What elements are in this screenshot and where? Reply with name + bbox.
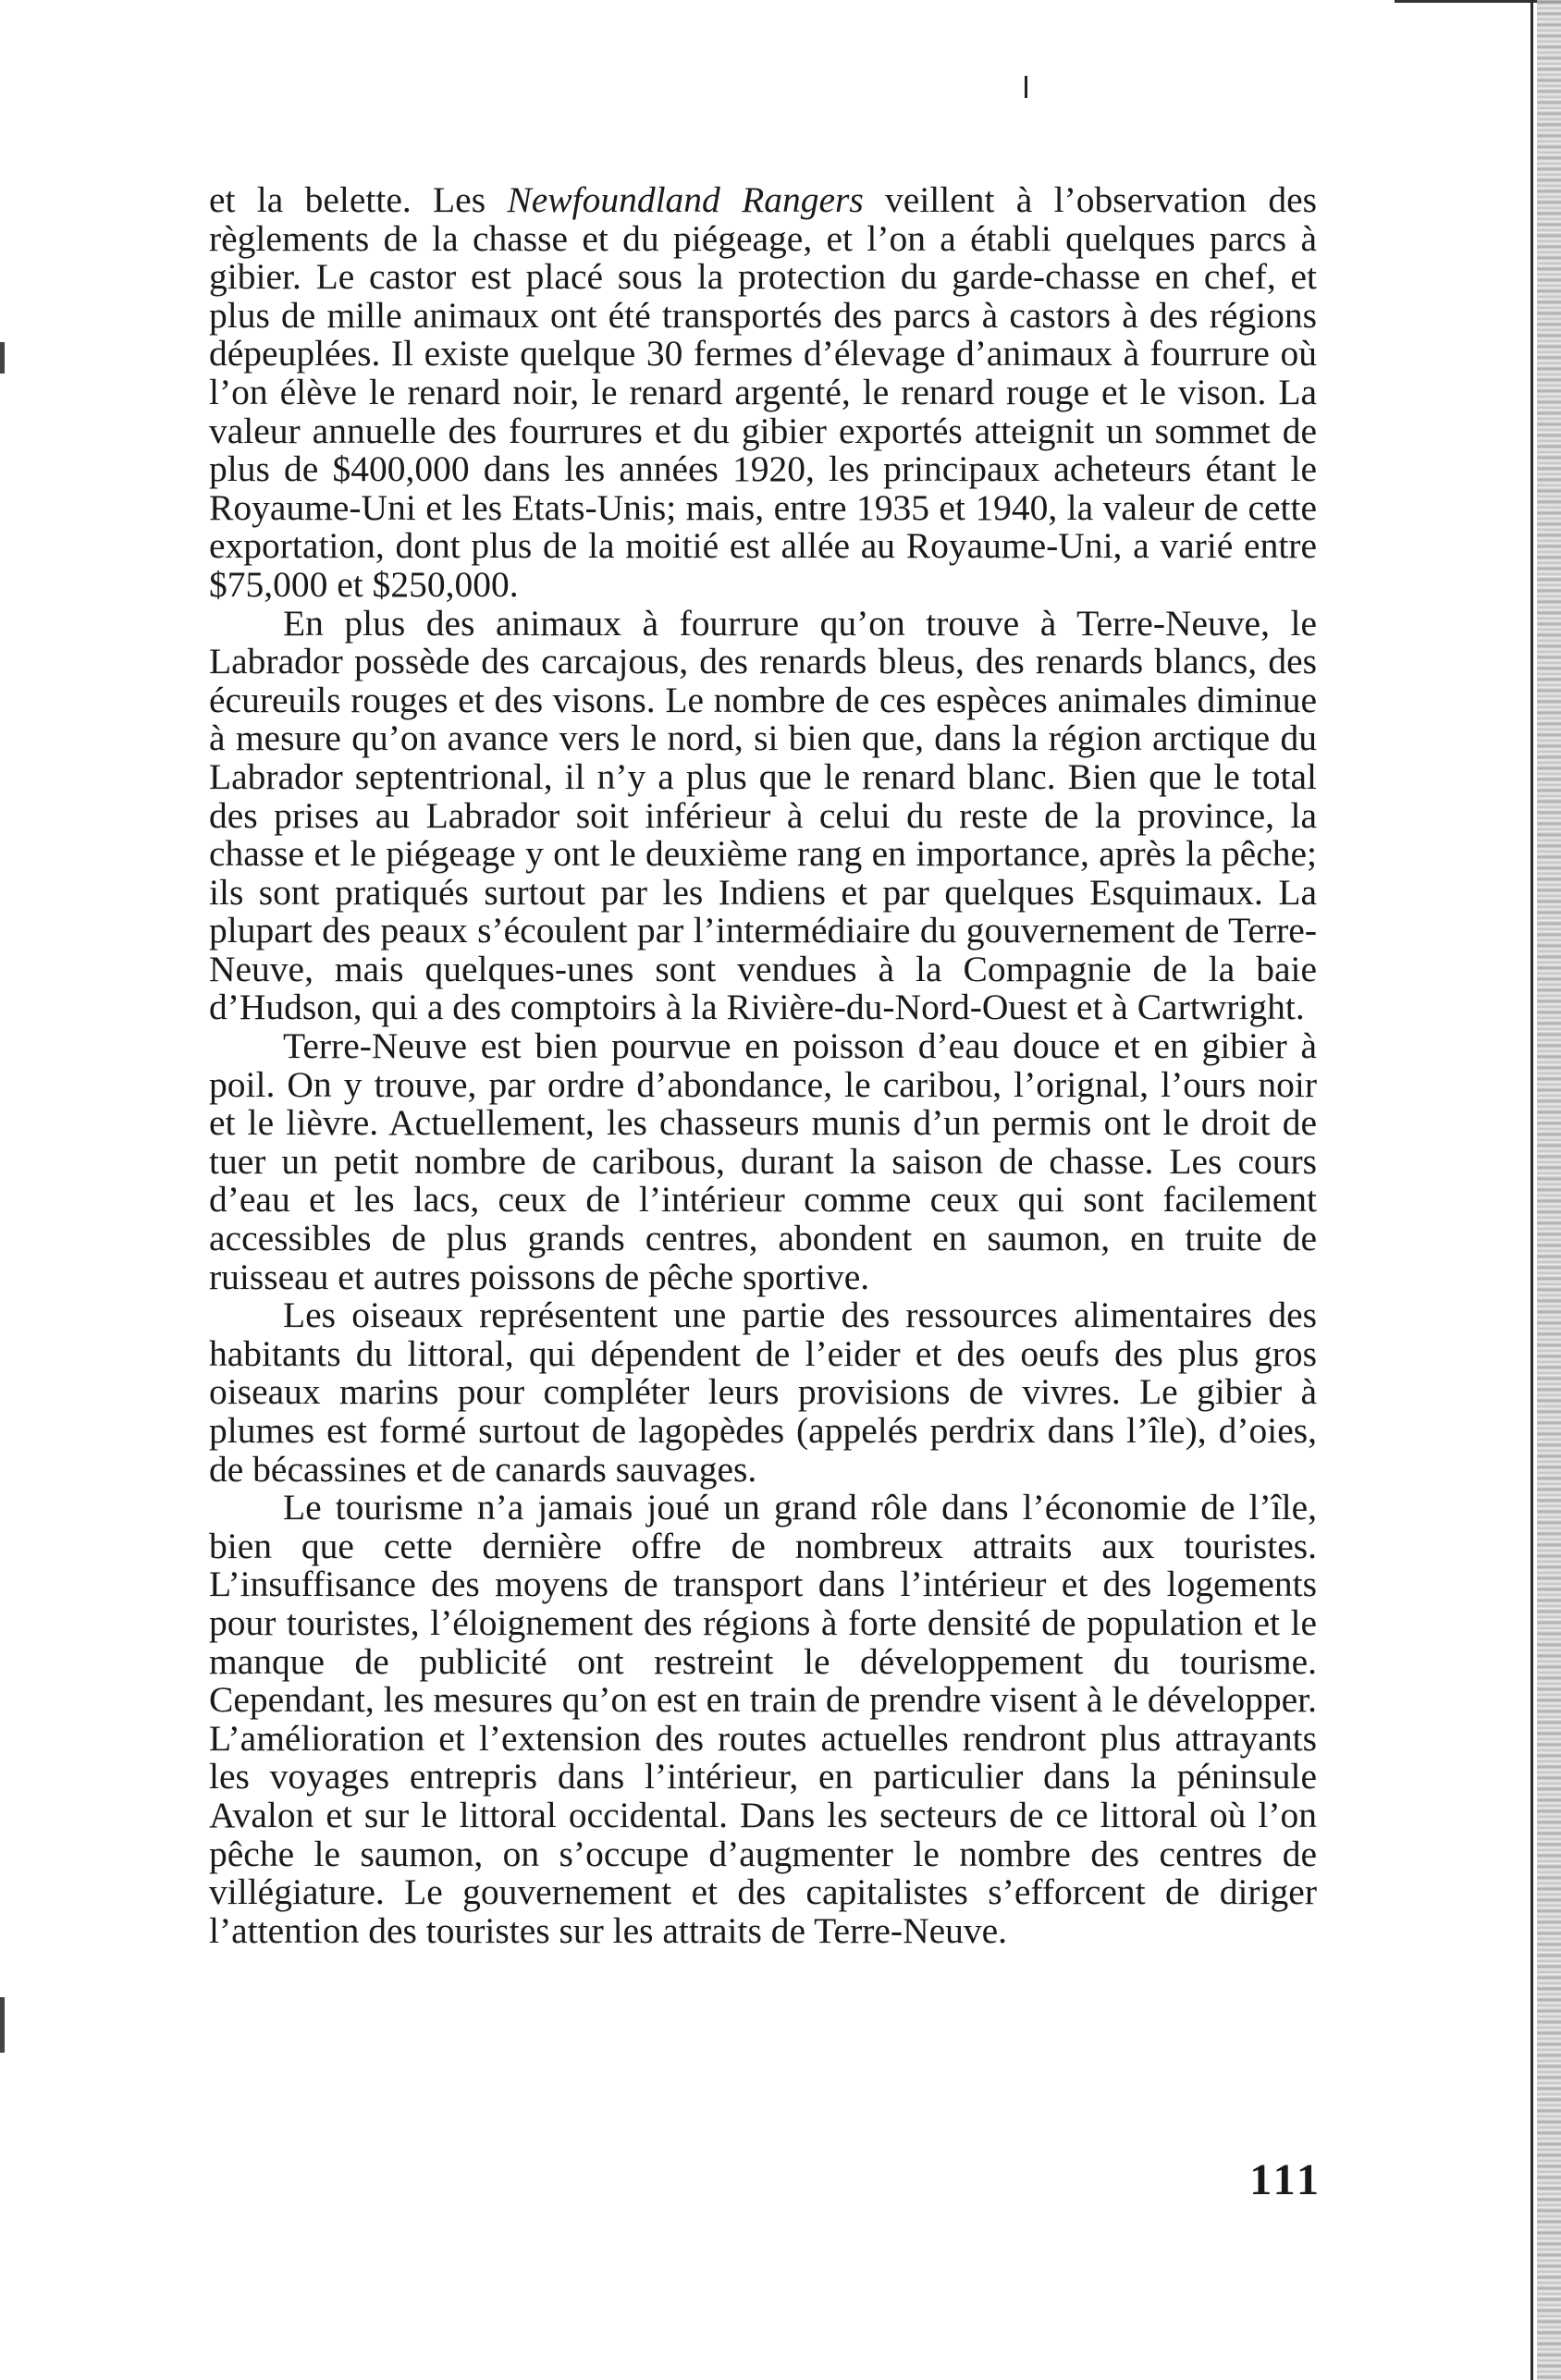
- page-number: 111: [1249, 2155, 1322, 2204]
- page-body: [209, 181, 1317, 1950]
- scan-edge-texture: [1537, 0, 1561, 2380]
- scan-mark-left: [0, 1997, 5, 2053]
- paragraph-3: Terre-Neuve est bien pourvue en poisson d’eau douce et en gibier à poil. On y trouve, par ordre d’abondance, le caribou, l’orignal, l’ours noir et le lièvre. Actuellement, les chasseurs munis d’un permis ont le droit de tuer un petit nombre de caribous, durant la saison de chasse. Les cours d’eau et les lacs, ceux de l’intérieur comme ceux qui sont facilement accessibles de plus grands centres, abondent en saumon, en truite de ruisseau et autres poissons de pêche sportive.: [209, 1025, 1317, 1297]
- running-mark: [1025, 76, 1027, 98]
- scan-border-top: [1395, 0, 1561, 3]
- paragraph-1-rest: veillent à l’observation des règlements de la chasse et du piégeage, et l’on a établi quelques parcs à gibier. Le castor est placé sous la protection du garde-chasse en chef, et plus de mille animaux ont été transportés des parcs à castors à des régions dépeuplées. Il existe quelque 30 fermes d’élevage d’animaux à fourrure où l’on élève le renard noir, le renard argenté, le renard rouge et le vison. La valeur annuelle des fourrures et du gibier exportés atteignit un sommet de plus de $400,000 dans les années 1920, les principaux acheteurs étant le Royaume-Uni et les Etats-Unis; mais, entre 1935 et 1940, la valeur de cette exportation, dont plus de la moitié est allée au Royaume-Uni, a varié entre $75,000 et $250,000.: [209, 179, 1317, 605]
- italic-term: Newfoundland Rangers: [507, 179, 864, 220]
- paragraph-1-lead: et la belette. Les: [209, 179, 508, 220]
- paragraph-2: En plus des animaux à fourrure qu’on trouve à Terre-Neuve, le Labrador possède des carcajous, des renards bleus, des renards blancs, des écureuils rouges et des visons. Le nombre de ces espèces animales diminue à mesure qu’on avance vers le nord, si bien que, dans la région arctique du Labrador septentrional, il n’y a plus que le renard blanc. Bien que le total des prises au Labrador soit inférieur à celui du reste de la province, la chasse et le piégeage y ont le deuxième rang en importance, après la pêche; ils sont pratiqués surtout par les Indiens et par quelques Esquimaux. La plupart des peaux s’écoulent par l’intermédiaire du gouvernement de Terre-Neuve, mais quelques-unes sont vendues à la Compagnie de la baie d’Hudson, qui a des comptoirs à la Rivière-du-Nord-Ouest et à Cartwright.: [209, 602, 1317, 1028]
- paragraph-1: [209, 181, 1317, 605]
- scan-border-right: [1530, 0, 1533, 2380]
- paragraph-4: Les oiseaux représentent une partie des ressources alimentaires des habitants du littoral, qui dépendent de l’eider et des oeufs des plus gros oiseaux marins pour compléter leurs provisions de vivres. Le gibier à plumes est formé surtout de lagopèdes (appelés perdrix dans l’île), d’oies, de bécassines et de canards sauvages.: [209, 1294, 1317, 1490]
- paragraph-5: Le tourisme n’a jamais joué un grand rôle dans l’économie de l’île, bien que cette dernière offre de nombreux attraits aux touristes. L’insuffisance des moyens de transport dans l’intérieur et des logements pour touristes, l’éloignement des régions à forte densité de population et le manque de publicité ont restreint le développement du tourisme. Cependant, les mesures qu’on est en train de prendre visent à le développer. L’amélioration et l’extension des routes actuelles rendront plus attrayants les voyages entrepris dans l’intérieur, en particulier dans la péninsule Avalon et sur le littoral occidental. Dans les secteurs de ce littoral où l’on pêche le saumon, on s’occupe d’augmenter le nombre des centres de villégiature. Le gouvernement et des capitalistes s’efforcent de diriger l’attention des touristes sur les attraits de Terre-Neuve.: [209, 1487, 1317, 1951]
- scan-mark-left: [0, 342, 5, 374]
